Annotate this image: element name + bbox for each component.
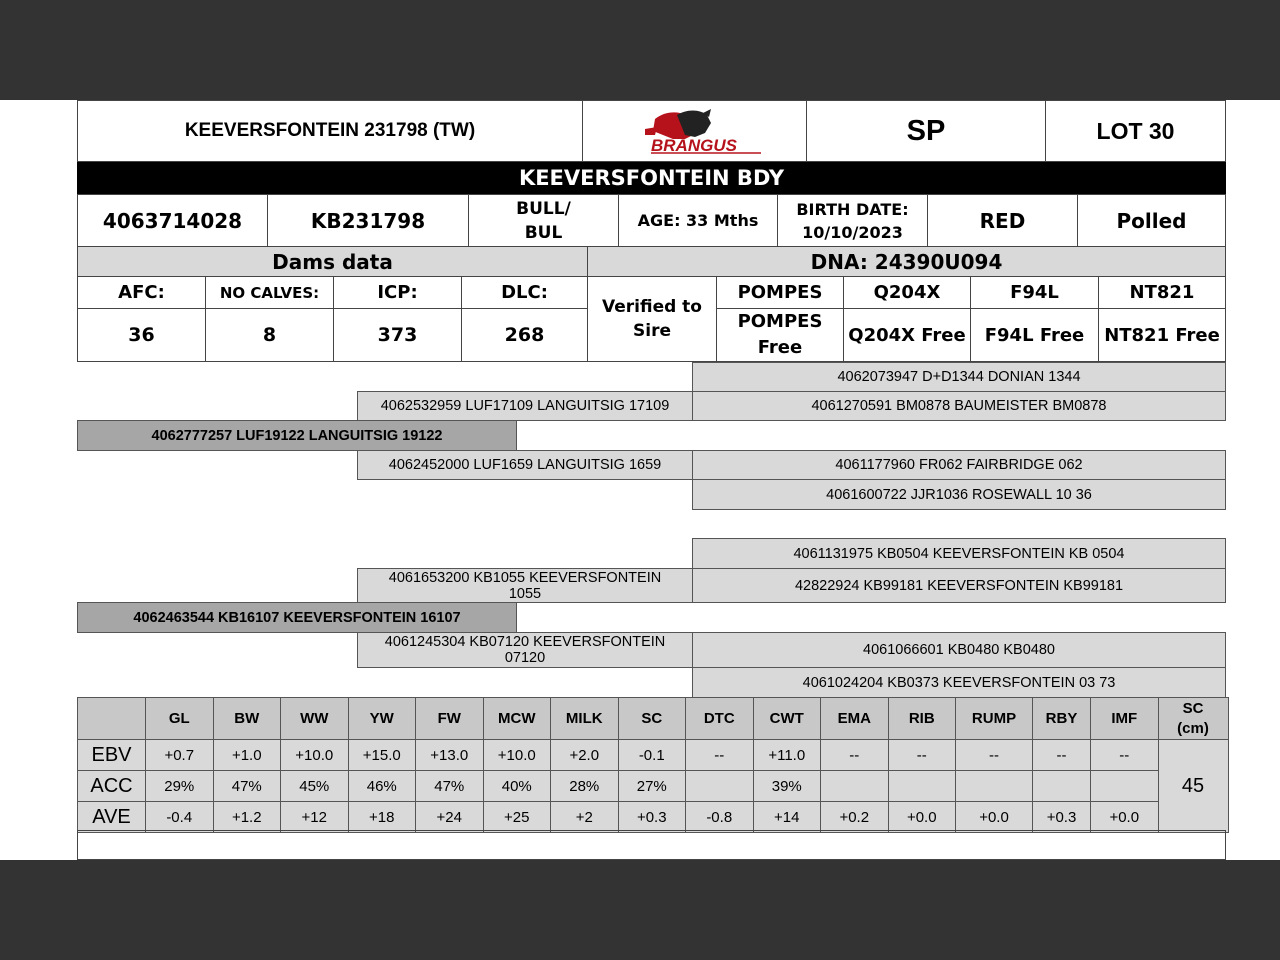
ebv-cell: --: [1033, 740, 1091, 771]
pedigree-sire-sire: 4062532959 LUF17109 LANGUITSIG 17109: [357, 391, 693, 421]
pedigree-sss: 4062073947 D+D1344 DONIAN 1344: [692, 362, 1226, 392]
pedigree-dam-sire-line1: 4061653200 KB1055 KEEVERSFONTEIN: [388, 569, 662, 586]
ebv-cell: [821, 771, 889, 802]
ebv-cell: +14: [753, 802, 821, 833]
ebv-col-header: CWT: [753, 698, 821, 740]
pedigree-sdd: 4061600722 JJR1036 ROSEWALL 10 36: [692, 479, 1226, 510]
dam-afc-label: AFC:: [77, 276, 206, 309]
dam-icp-label: ICP:: [333, 276, 462, 309]
ebv-col-header: EMA: [821, 698, 889, 740]
ebv-col-header: GL: [146, 698, 214, 740]
ebv-cell: -0.4: [146, 802, 214, 833]
stud-banner: KEEVERSFONTEIN BDY: [77, 162, 1226, 194]
ebv-col-header: MILK: [551, 698, 619, 740]
sex-line1: BULL/: [516, 198, 571, 219]
ebv-row-label: ACC: [78, 771, 146, 802]
ebv-col-header: DTC: [686, 698, 754, 740]
ebv-col-header: SC: [618, 698, 686, 740]
ebv-col-header: BW: [213, 698, 281, 740]
ebv-cell: +0.2: [821, 802, 889, 833]
ebv-cell: 29%: [146, 771, 214, 802]
ebv-cell: +0.0: [888, 802, 956, 833]
verified-to-sire: [587, 276, 717, 362]
sex-line2: BUL: [524, 222, 563, 243]
ebv-cell: --: [1091, 740, 1159, 771]
ebv-cell: +0.3: [618, 802, 686, 833]
ebv-col-header: RIB: [888, 698, 956, 740]
birth-date: [777, 194, 928, 247]
birth-date-label: BIRTH DATE:: [796, 199, 909, 219]
ebv-cell: -0.8: [686, 802, 754, 833]
pedigree-dam-sire-line2: 1055: [508, 585, 542, 602]
ebv-cell: +13.0: [416, 740, 484, 771]
ebv-corner-cell: [78, 698, 146, 740]
ebv-table: [77, 697, 1229, 833]
ebv-cell: 46%: [348, 771, 416, 802]
pedigree-ssd: 4061270591 BM0878 BAUMEISTER BM0878: [692, 391, 1226, 421]
sc-header-line2: (cm): [1177, 719, 1209, 737]
pedigree-sire-dam: 4062452000 LUF1659 LANGUITSIG 1659: [357, 450, 693, 480]
ebv-col-header: IMF: [1091, 698, 1159, 740]
brangus-logo-icon: [615, 105, 775, 157]
pedigree-sds: 4061177960 FR062 FAIRBRIDGE 062: [692, 450, 1226, 480]
ebv-cell: +11.0: [753, 740, 821, 771]
dna-result-f94l: F94L Free: [970, 308, 1099, 362]
ebv-cell: --: [888, 740, 956, 771]
ebv-cell: +0.0: [1091, 802, 1159, 833]
age: AGE: 33 Mths: [618, 194, 778, 247]
ebv-row-ebv: [78, 740, 1229, 771]
dna-title: DNA: 24390U094: [587, 246, 1226, 277]
ebv-cell: 27%: [618, 771, 686, 802]
ebv-cell: 39%: [753, 771, 821, 802]
ebv-cell: +10.0: [483, 740, 551, 771]
breed-code: SP: [806, 100, 1046, 162]
ebv-cell: +2: [551, 802, 619, 833]
ebv-cell: --: [956, 740, 1033, 771]
dam-icp-value: 373: [333, 308, 462, 362]
pedigree-dam: 4062463544 KB16107 KEEVERSFONTEIN 16107: [77, 602, 517, 633]
horn-status: Polled: [1077, 194, 1226, 247]
dna-test-nt821: NT821: [1098, 276, 1226, 309]
ebv-cell: +2.0: [551, 740, 619, 771]
ebv-cell: [888, 771, 956, 802]
ebv-cell: +1.0: [213, 740, 281, 771]
ebv-header-row: [78, 698, 1229, 740]
ebv-cell: +0.0: [956, 802, 1033, 833]
footer-box: [77, 830, 1226, 860]
ebv-col-header: YW: [348, 698, 416, 740]
bull-sale-sheet: [0, 100, 1280, 860]
pedigree-dam-dam: [357, 632, 693, 668]
ebv-cell: +15.0: [348, 740, 416, 771]
pedigree-dss: 4061131975 KB0504 KEEVERSFONTEIN KB 0504: [692, 538, 1226, 569]
dna-result-q204x: Q204X Free: [843, 308, 971, 362]
ebv-col-header: FW: [416, 698, 484, 740]
dams-data-title: Dams data: [77, 246, 588, 277]
sex: [468, 194, 619, 247]
lot-number: LOT 30: [1045, 100, 1226, 162]
pedigree-sire: 4062777257 LUF19122 LANGUITSIG 19122: [77, 420, 517, 451]
verified-line2: Sire: [633, 321, 671, 341]
ebv-cell: [686, 771, 754, 802]
ebv-cell: --: [821, 740, 889, 771]
dna-result-pompes: POMPES Free: [716, 308, 844, 362]
dam-calves-value: 8: [205, 308, 334, 362]
ebv-cell: 45%: [281, 771, 349, 802]
ebv-cell: +24: [416, 802, 484, 833]
brangus-logo: [582, 100, 807, 162]
dam-dlc-label: DLC:: [461, 276, 588, 309]
ebv-row-label: EBV: [78, 740, 146, 771]
dam-calves-label: NO CALVES:: [205, 276, 334, 309]
dna-test-q204x: Q204X: [843, 276, 971, 309]
ebv-col-header: WW: [281, 698, 349, 740]
pedigree-dds: 4061066601 KB0480 KB0480: [692, 632, 1226, 668]
pedigree-dam-sire: [357, 568, 693, 603]
herd-number: KB231798: [267, 194, 469, 247]
birth-date-value: 10/10/2023: [802, 222, 903, 242]
ebv-sc-cm-header: [1158, 698, 1228, 740]
verified-line1: Verified to: [602, 297, 702, 317]
ebv-sc-cm-value: 45: [1158, 740, 1228, 833]
pedigree-ddd: 4061024204 KB0373 KEEVERSFONTEIN 03 73: [692, 667, 1226, 698]
dam-dlc-value: 268: [461, 308, 588, 362]
dna-test-f94l: F94L: [970, 276, 1099, 309]
dna-test-pompes: POMPES: [716, 276, 844, 309]
animal-name: KEEVERSFONTEIN 231798 (TW): [77, 100, 583, 162]
ebv-row-acc: [78, 771, 1229, 802]
ebv-cell: +0.7: [146, 740, 214, 771]
ebv-cell: +0.3: [1033, 802, 1091, 833]
ebv-col-header: RBY: [1033, 698, 1091, 740]
dna-result-nt821: NT821 Free: [1098, 308, 1226, 362]
ebv-col-header: MCW: [483, 698, 551, 740]
animal-id: 4063714028: [77, 194, 268, 247]
ebv-cell: --: [686, 740, 754, 771]
ebv-cell: -0.1: [618, 740, 686, 771]
ebv-col-header: RUMP: [956, 698, 1033, 740]
ebv-cell: 47%: [416, 771, 484, 802]
ebv-cell: [1033, 771, 1091, 802]
ebv-row-label: AVE: [78, 802, 146, 833]
pedigree-dam-dam-line2: 07120: [504, 650, 546, 666]
ebv-cell: +18: [348, 802, 416, 833]
ebv-cell: +25: [483, 802, 551, 833]
ebv-cell: +1.2: [213, 802, 281, 833]
pedigree-dsd: 42822924 KB99181 KEEVERSFONTEIN KB99181: [692, 568, 1226, 603]
pedigree-dam-dam-line1: 4061245304 KB07120 KEEVERSFONTEIN: [384, 634, 666, 650]
logo-text: BRANGUS: [650, 136, 737, 155]
dam-afc-value: 36: [77, 308, 206, 362]
colour: RED: [927, 194, 1078, 247]
sc-header-line1: SC: [1182, 699, 1204, 717]
ebv-row-ave: [78, 802, 1229, 833]
ebv-cell: 28%: [551, 771, 619, 802]
ebv-cell: +12: [281, 802, 349, 833]
ebv-cell: [1091, 771, 1159, 802]
ebv-cell: 47%: [213, 771, 281, 802]
ebv-cell: [956, 771, 1033, 802]
ebv-cell: 40%: [483, 771, 551, 802]
ebv-cell: +10.0: [281, 740, 349, 771]
